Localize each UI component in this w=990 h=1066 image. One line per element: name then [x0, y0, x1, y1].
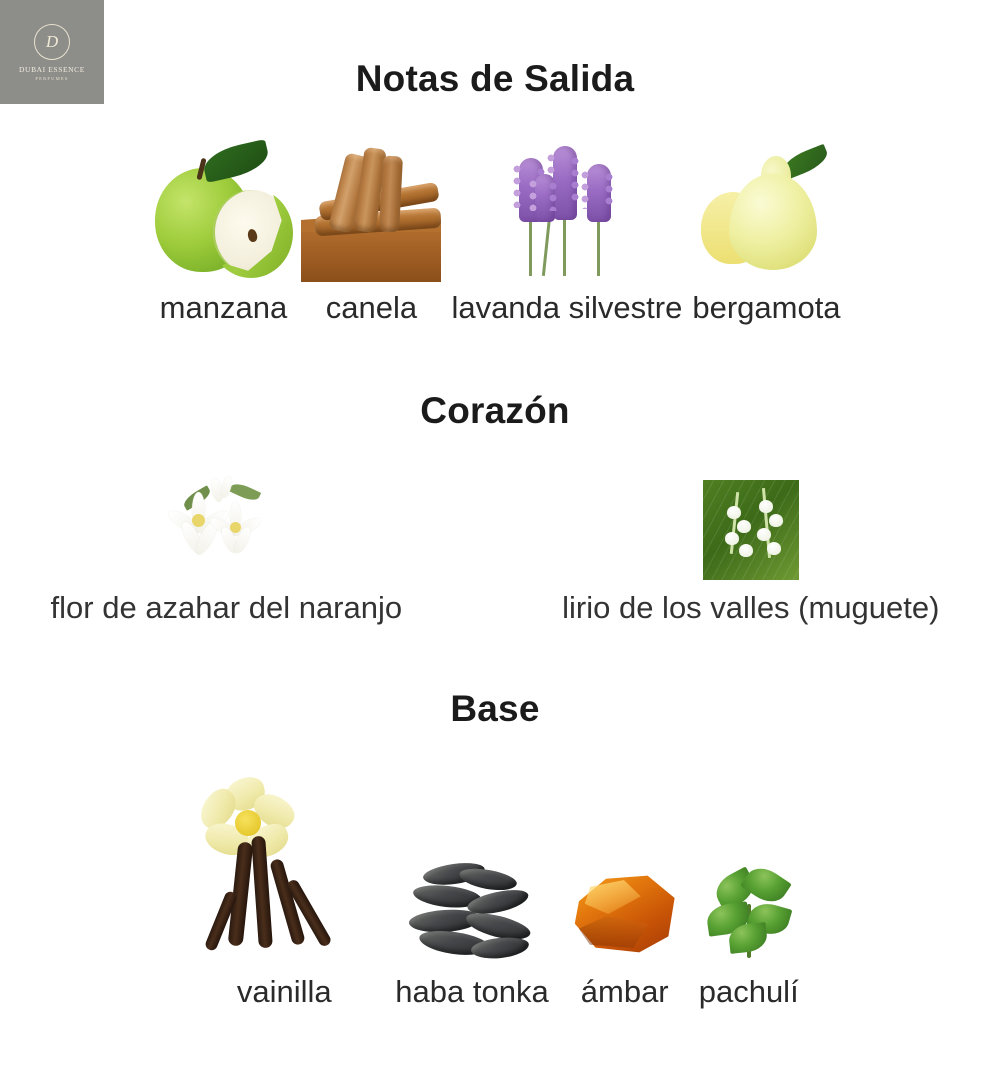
section-title-salida: Notas de Salida	[355, 58, 635, 99]
note-item-lirio-de-los-valles	[562, 480, 939, 625]
note-label-bergamota: bergamota	[692, 290, 841, 325]
logo-monogram-letter: D	[45, 31, 59, 51]
note-item-vainilla	[189, 772, 379, 1009]
note-label-manzana: manzana	[159, 290, 288, 325]
notes-row-base	[0, 772, 990, 1009]
note-item-canela	[301, 140, 441, 325]
note-label-lirio-de-los-valles: lirio de los valles (muguete)	[562, 590, 940, 625]
cinnamon-image	[301, 140, 441, 282]
note-label-vainilla: vainilla	[236, 974, 332, 1009]
note-item-ambar	[563, 864, 687, 1009]
note-item-haba-tonka	[395, 860, 548, 1009]
section-title-corazon: Corazón	[420, 390, 570, 431]
notes-row-corazon	[0, 470, 990, 625]
note-label-haba-tonka: haba tonka	[395, 974, 549, 1009]
apple-image	[149, 140, 297, 282]
note-item-flor-de-azahar	[51, 470, 403, 625]
logo-brand-name: DUBAI ESSENCE	[19, 64, 85, 74]
note-label-lavanda: lavanda silvestre	[451, 290, 683, 325]
tonka-bean-image	[405, 860, 539, 964]
section-title-base: Base	[450, 688, 540, 729]
note-label-pachuli: pachulí	[698, 974, 799, 1009]
note-item-manzana	[149, 140, 297, 325]
note-label-flor-de-azahar: flor de azahar del naranjo	[50, 590, 403, 625]
vanilla-image	[189, 772, 379, 964]
note-item-pachuli	[697, 864, 801, 1009]
note-label-canela: canela	[325, 290, 418, 325]
bergamot-pear-image	[693, 140, 839, 282]
notes-row-salida	[0, 140, 990, 325]
lavender-image	[487, 140, 647, 282]
note-item-lavanda	[451, 140, 682, 325]
note-item-bergamota	[692, 140, 840, 325]
patchouli-image	[697, 864, 801, 964]
orange-blossom-image	[166, 470, 286, 580]
logo-monogram-icon	[34, 24, 70, 60]
lily-of-the-valley-image	[703, 480, 799, 580]
logo-brand-tagline: PERFUMES	[35, 75, 69, 81]
note-label-ambar: ámbar	[580, 974, 669, 1009]
amber-image	[563, 864, 687, 964]
